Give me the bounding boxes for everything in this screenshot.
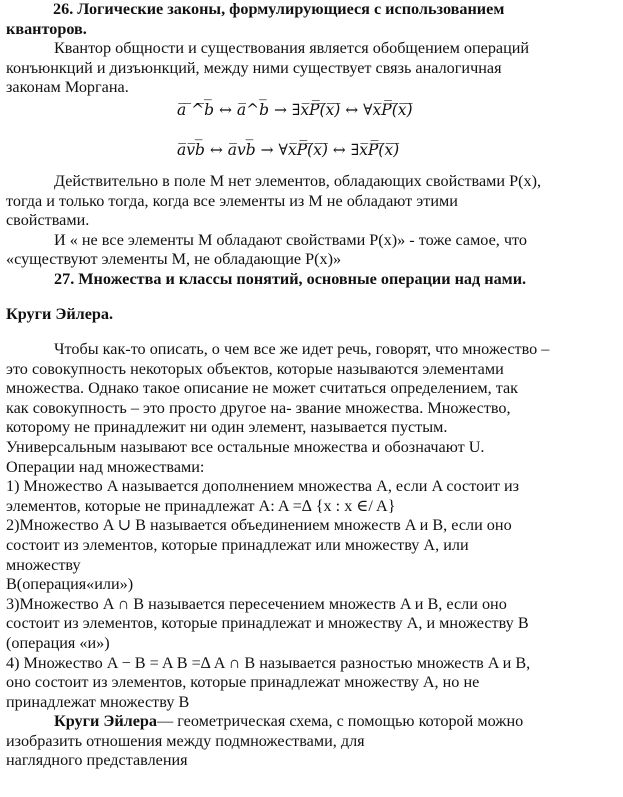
paragraph-line: элементов, которые не принадлежат A: A =∆ {x : x ∈/ A} <box>6 496 396 515</box>
paragraph-line: 3)Множество A ∩ B называется пересечением множеств A и B, если оно <box>6 594 507 613</box>
formula-de-morgan-2: a̅v̅b̅ ↔ a̅vb̅ → ∀x̅P̅(̅x̅)̅ ↔ ∃x̅P̅(̅x̅)̅ <box>177 141 400 159</box>
paragraph-line: состоит из элементов, которые принадлежат и множеству A, и множеству B <box>6 614 529 633</box>
paragraph-line: множеству <box>6 555 81 574</box>
paragraph-line: Действительно в поле M нет элементов, обладающих свойствами P(x), <box>54 172 542 190</box>
formula-de-morgan-1: a̅ ̅^̅b̅ ↔ a̅^b̅ → ∃x̅P̅(̅x̅)̅ ↔ ∀x̅P̅(̅x̅)̅ <box>177 101 413 119</box>
paragraph-line: принадлежат множеству B <box>6 692 190 711</box>
paragraph-line: свойствами. <box>6 211 90 230</box>
paragraph-line: это совокупность некоторых объектов, которые называются элементами <box>6 359 504 378</box>
paragraph-line: «существуют элементы M, не обладающие P(x)» <box>6 250 342 269</box>
section-26-cont <box>6 172 619 290</box>
euler-definition: — геометрическая схема, с помощью которой можно <box>157 712 524 731</box>
paragraph-line: изобразить отношения между подмножествами, для <box>6 731 365 750</box>
paragraph-line: Квантор общности и существования является обобщением операций <box>54 39 530 58</box>
paragraph-line: Операции над множествами: <box>6 457 205 476</box>
paragraph-line: конъюнкций и дизъюнкций, между ними существует связь аналогичная <box>6 58 502 77</box>
section-27-title: 27. Множества и классы понятий, основные операции над нами. <box>54 269 527 288</box>
paragraph-line: B(операция«или») <box>6 575 134 594</box>
section-26-title-cont: кванторов. <box>6 19 87 38</box>
paragraph-line: (операция «и») <box>6 633 110 652</box>
paragraph-line: как совокупность – это просто другое на- звание множества. Множество, <box>6 398 511 417</box>
euler-term: Круги Эйлера <box>54 712 158 731</box>
paragraph-line: множества. Однако такое описание не может считаться определением, так <box>6 379 519 398</box>
section-27-subtitle: Круги Эйлера. <box>6 305 114 323</box>
paragraph-line: тогда и только тогда, когда все элементы из M не обладают этими <box>6 191 458 210</box>
paragraph-line: которому не принадлежит ни один элемент, называется пустым. <box>6 418 448 437</box>
paragraph-line: состоит из элементов, которые принадлежат или множеству A, или <box>6 535 469 554</box>
section-26-title: 26. Логические законы, формулирующиеся с использованием <box>53 0 505 18</box>
paragraph-line: 1) Множество A называется дополнением множества A, если A состоит из <box>6 477 520 496</box>
section-27-heading <box>6 305 619 325</box>
section-26 <box>6 0 619 98</box>
euler-paragraph <box>6 712 619 732</box>
paragraph-line: законам Моргана. <box>6 78 129 97</box>
paragraph-line: наглядного представления <box>6 751 188 770</box>
paragraph-line: И « не все элементы M обладают свойствами P(x)» - тоже самое, что <box>54 230 527 249</box>
section-27-body <box>6 340 619 771</box>
paragraph-line: Чтобы как-то описать, о чем все же идет речь, говорят, что множество – <box>54 340 550 358</box>
paragraph-line: 2)Множество A ∪ B называется объединением множеств A и B, если оно <box>6 516 512 535</box>
paragraph-line: 4) Множество A − B = A B =∆ A ∩ B называется разностью множеств A и B, <box>6 653 531 672</box>
paragraph-line: оно состоит из элементов, которые принадлежат множеству A, но не <box>6 673 480 692</box>
paragraph-line: Универсальным называют все остальные множества и обозначают U. <box>6 437 485 456</box>
